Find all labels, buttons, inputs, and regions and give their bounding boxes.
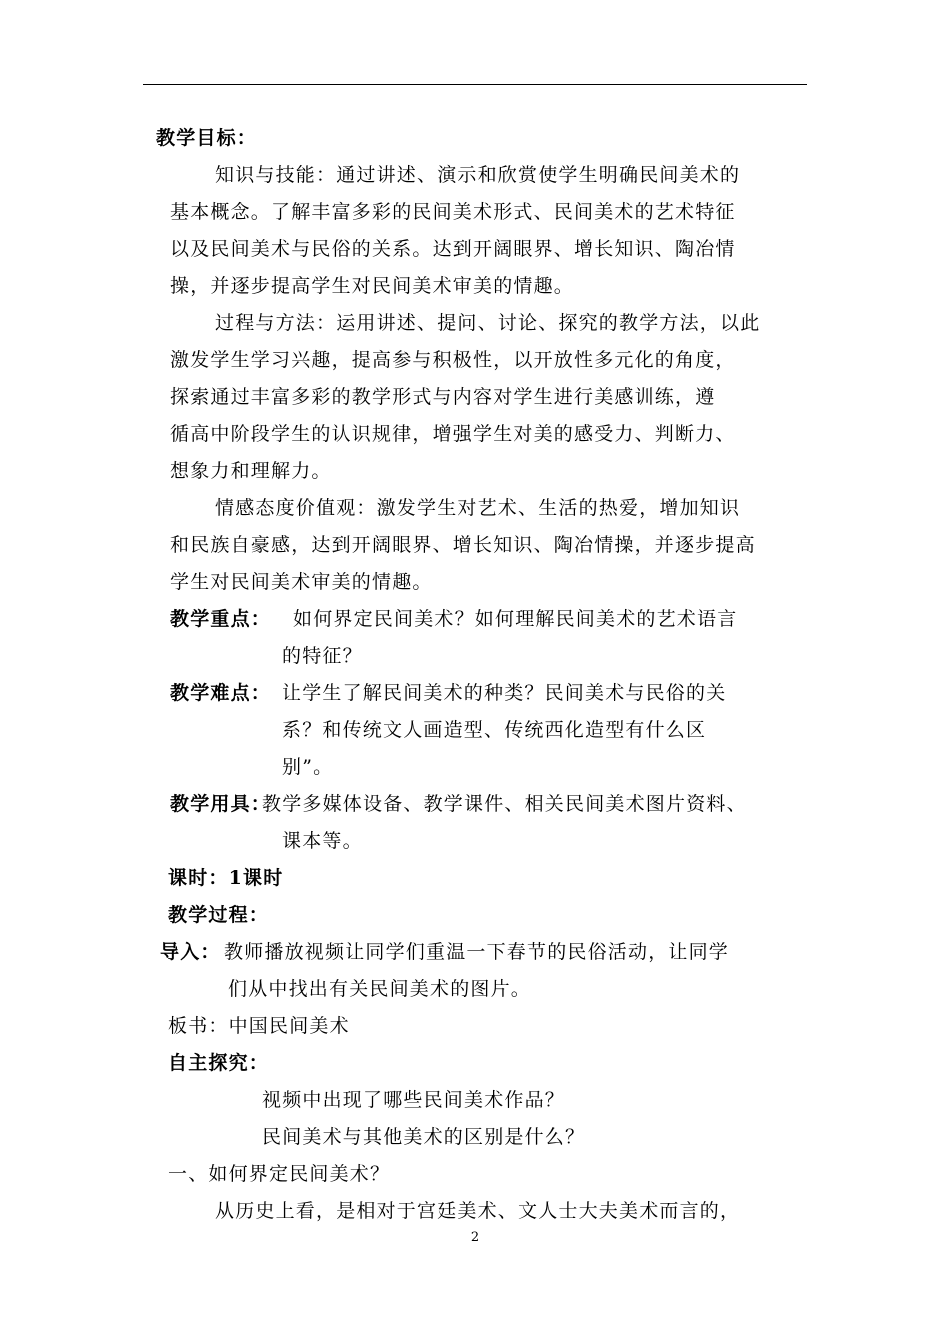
emotion-line: 学生对民间美术审美的情趣。 — [170, 571, 433, 593]
class-hours: 课时：1课时 — [168, 867, 284, 889]
key-points-label: 教学重点： — [170, 608, 272, 630]
self-study-question: 视频中出现了哪些民间美术作品？ — [262, 1089, 566, 1111]
process-line: 想象力和理解力。 — [170, 460, 332, 482]
intro-line: 教师播放视频让同学们重温一下春节的民俗活动，让同学 — [224, 941, 730, 963]
header-rule — [143, 84, 807, 85]
difficulties-line: 别”。 — [282, 756, 334, 778]
self-study-question: 民间美术与其他美术的区别是什么？ — [262, 1126, 586, 1148]
section-line: 从历史上看，是相对于宫廷美术、文人士大夫美术而言的， — [215, 1200, 741, 1222]
process-line: 探索通过丰富多彩的教学形式与内容对学生进行美感训练，遵 — [170, 386, 716, 408]
knowledge-line: 以及民间美术与民俗的关系。达到开阔眼界、增长知识、陶冶情 — [170, 238, 736, 260]
board-text: 板书：中国民间美术 — [168, 1015, 350, 1037]
knowledge-line: 知识与技能：通过讲述、演示和欣赏使学生明确民间美术的 — [215, 164, 741, 186]
page-number: 2 — [470, 1230, 480, 1245]
intro-label: 导入： — [160, 941, 221, 963]
knowledge-line: 操，并逐步提高学生对民间美术审美的情趣。 — [170, 275, 575, 297]
key-points-line: 如何界定民间美术？如何理解民间美术的艺术语言 — [293, 608, 738, 630]
knowledge-line: 基本概念。了解丰富多彩的民间美术形式、民间美术的艺术特征 — [170, 201, 736, 223]
tools-line: 教学多媒体设备、教学课件、相关民间美术图片资料、 — [262, 793, 747, 815]
difficulties-line: 让学生了解民间美术的种类？民间美术与民俗的关 — [282, 682, 727, 704]
difficulties-label: 教学难点： — [170, 682, 272, 704]
emotion-line: 情感态度价值观：激发学生对艺术、生活的热爱，增加知识 — [215, 497, 741, 519]
process-line: 过程与方法：运用讲述、提问、讨论、探究的教学方法，以此 — [215, 312, 761, 334]
process-line: 激发学生学习兴趣，提高参与积极性，以开放性多元化的角度， — [170, 349, 736, 371]
key-points-line: 的特征？ — [282, 645, 363, 667]
section-title: 一、如何界定民间美术？ — [168, 1163, 391, 1185]
emotion-line: 和民族自豪感，达到开阔眼界、增长知识、陶冶情操，并逐步提高 — [170, 534, 756, 556]
intro-line: 们从中找出有关民间美术的图片。 — [228, 978, 532, 1000]
process-line: 循高中阶段学生的认识规律，增强学生对美的感受力、判断力、 — [170, 423, 736, 445]
process-title: 教学过程： — [168, 904, 270, 926]
objectives-title: 教学目标： — [156, 127, 258, 149]
tools-label: 教学用具： — [170, 793, 272, 815]
difficulties-line: 系？和传统文人画造型、传统西化造型有什么区 — [282, 719, 707, 741]
tools-line: 课本等。 — [282, 830, 363, 852]
self-study-title: 自主探究： — [168, 1052, 270, 1074]
